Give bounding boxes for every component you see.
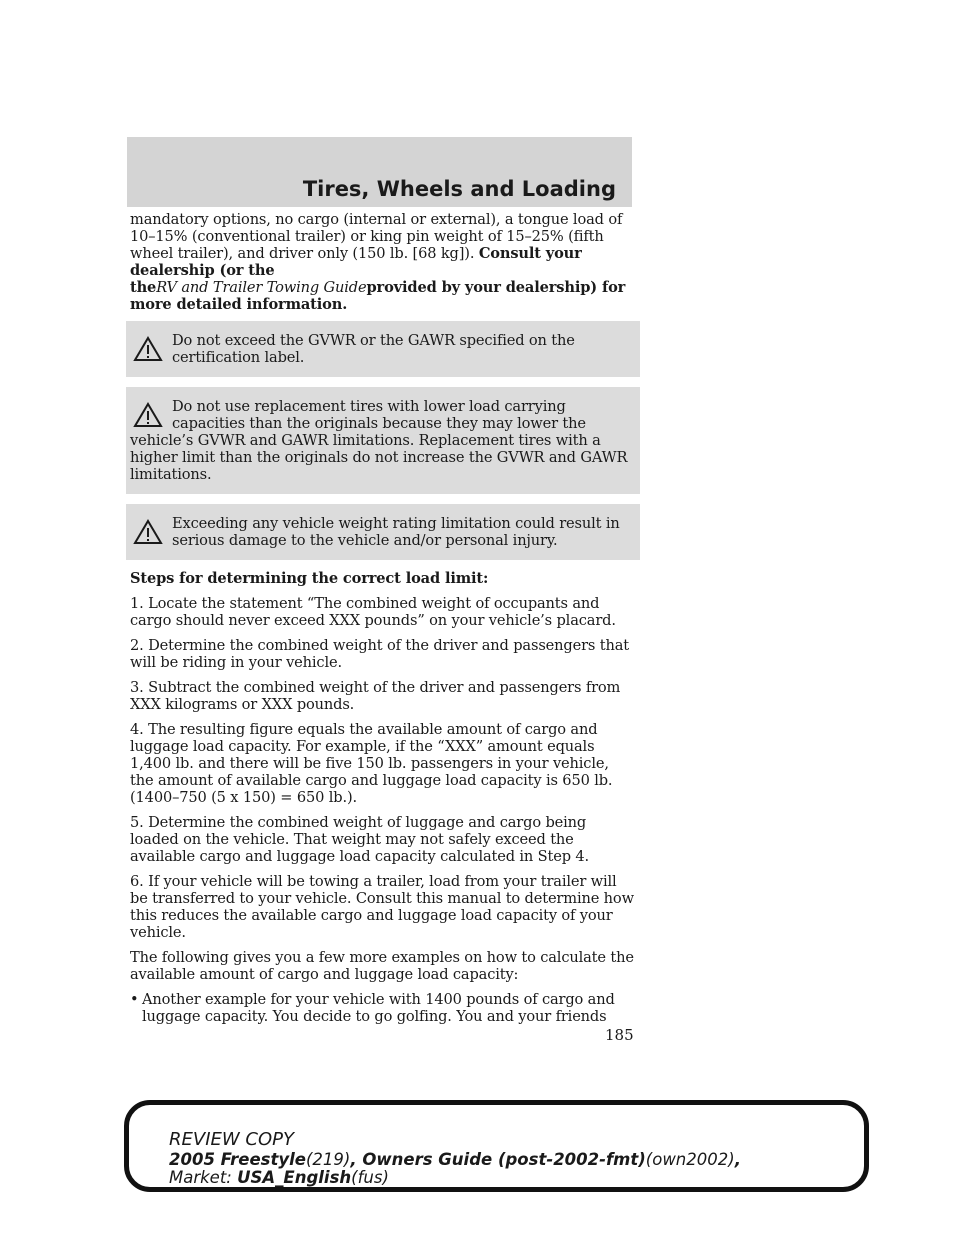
warning-box bbox=[126, 321, 640, 377]
model-code: (219) bbox=[305, 1150, 351, 1169]
step-1: 1. Locate the statement “The combined weight of occupants and cargo should never exceed XXX pounds” on your vehicle’s placard. bbox=[130, 595, 616, 629]
market-line bbox=[169, 1169, 741, 1187]
step-4: 4. The resulting figure equals the available amount of cargo and luggage load capacity. For example, if the “XXX” amount equals 1,400 lb. and there will be five 150 lb. passengers in your vehicle, the amount of available cargo and luggage load capacity is 650 lb. (1400–750 (5 x 150) = 650 lb.). bbox=[130, 721, 613, 806]
bullet-text: Another example for your vehicle with 1400 pounds of cargo and luggage capacity. You decide to go golfing. You and your friends bbox=[142, 991, 615, 1025]
market-label: Market: bbox=[169, 1168, 238, 1187]
intro-text: mandatory options, no cargo (internal or external), a tongue load of 10–15% (conventional trailer) or king pin weight of 15–25% (fifth wheel trailer), and driver only (150 lb. [68 kg]). bbox=[130, 211, 623, 262]
page-number: 185 bbox=[605, 1026, 634, 1044]
separator: , bbox=[734, 1150, 741, 1169]
warning-triangle-icon bbox=[126, 398, 170, 430]
bullet-symbol: • bbox=[130, 991, 139, 1008]
warning-box bbox=[126, 387, 640, 494]
warning-box bbox=[126, 504, 640, 560]
review-copy-box bbox=[124, 1100, 869, 1192]
page-content bbox=[130, 211, 636, 1025]
step-5: 5. Determine the combined weight of luggage and cargo being loaded on the vehicle. That weight may not safely exceed the available cargo and luggage load capacity calculated in Step 4. bbox=[130, 814, 589, 865]
intro-bold-1: Consult your dealership (or the bbox=[130, 245, 582, 279]
section-title: Tires, Wheels and Loading bbox=[302, 177, 616, 201]
warning-triangle-icon bbox=[126, 332, 170, 364]
review-copy-text bbox=[169, 1131, 741, 1187]
market-name: USA_English bbox=[237, 1168, 352, 1187]
warning-text: Do not use replacement tires with lower load carrying capacities than the originals because they may lower the vehicle’s GVWR and GAWR limitations. Replacement tires with a higher limit than the originals do not increase the GVWR and GAWR limitations. bbox=[130, 398, 628, 483]
intro-bold-the: the bbox=[130, 279, 157, 296]
warning-triangle-icon bbox=[126, 515, 170, 547]
warning-text: Do not exceed the GVWR or the GAWR specified on the certification label. bbox=[172, 332, 575, 366]
guide-title: RV and Trailer Towing Guide bbox=[156, 279, 367, 296]
model-name: 2005 Freestyle bbox=[169, 1150, 306, 1169]
step-3: 3. Subtract the combined weight of the driver and passengers from XXX kilograms or XXX pounds. bbox=[130, 679, 621, 713]
publication-line bbox=[169, 1151, 741, 1169]
step-6: 6. If your vehicle will be towing a trailer, load from your trailer will be transferred to your vehicle. Consult this manual to determine how this reduces the available cargo and luggage load capacity of your vehicle. bbox=[130, 873, 634, 941]
intro-bold-2: provided by your dealership) for more detailed information. bbox=[130, 279, 626, 313]
bullet-item bbox=[130, 991, 636, 1025]
warning-text: Exceeding any vehicle weight rating limitation could result in serious damage to the vehicle and/or personal injury. bbox=[172, 515, 620, 549]
step-2: 2. Determine the combined weight of the driver and passengers that will be riding in your vehicle. bbox=[130, 637, 629, 671]
examples-intro: The following gives you a few more examples on how to calculate the available amount of cargo and luggage load capacity: bbox=[130, 949, 634, 983]
steps-heading: Steps for determining the correct load limit: bbox=[130, 570, 489, 587]
review-copy-label: REVIEW COPY bbox=[169, 1129, 294, 1150]
header-band bbox=[127, 137, 632, 207]
guide-code: (own2002) bbox=[645, 1150, 735, 1169]
guide-name: , Owners Guide (post-2002-fmt) bbox=[350, 1150, 646, 1169]
intro-paragraph bbox=[130, 211, 636, 313]
market-code: (fus) bbox=[351, 1168, 389, 1187]
